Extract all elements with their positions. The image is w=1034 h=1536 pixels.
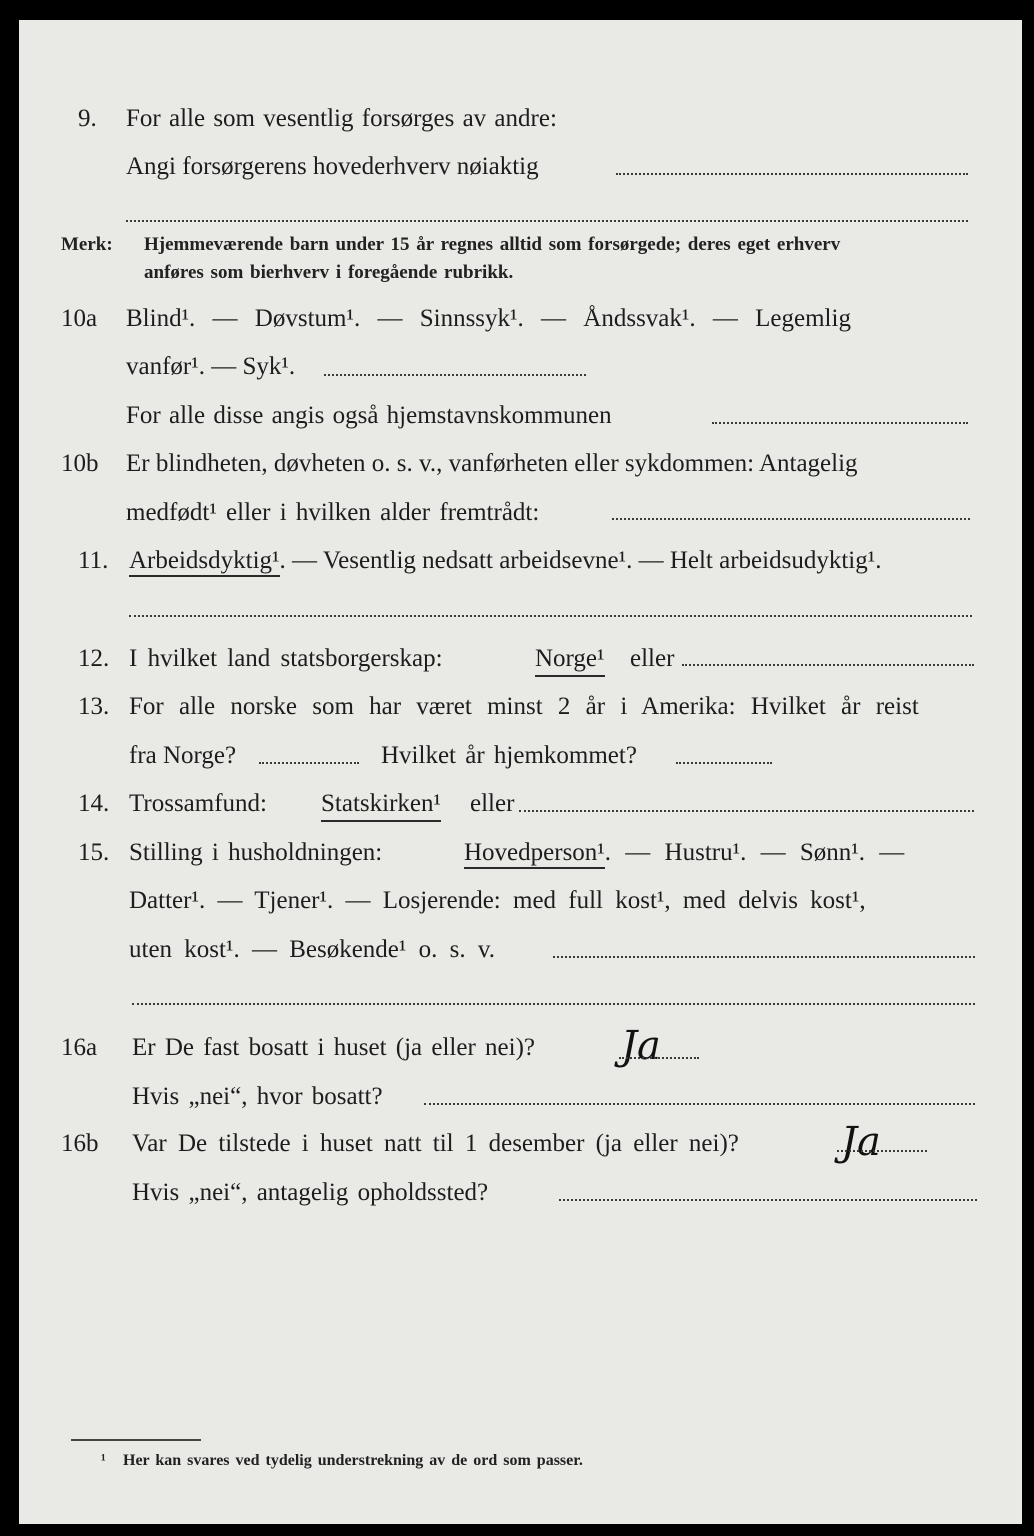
q15-pre: Stilling i husholdningen: xyxy=(129,839,383,866)
q10a-line2: vanfør¹. — Syk¹. xyxy=(126,353,296,380)
q9-line2: Angi forsørgerens hovederhverv nøiaktig xyxy=(126,153,539,180)
q16a-bosatt-line[interactable] xyxy=(424,1103,975,1105)
q10a-number: 10a xyxy=(61,305,98,332)
q15-post: . — Hustru¹. — Sønn¹. — xyxy=(604,839,905,866)
q10b-line1: Er blindheten, døvheten o. s. v., vanførheten eller sykdommen: Antagelig xyxy=(126,450,858,477)
q14-number: 14. xyxy=(78,790,110,817)
q13-hjemkommet-line[interactable] xyxy=(676,762,772,764)
merk-line2: anføres som bierhverv i foregående rubrikk. xyxy=(144,262,514,283)
q10a-line1: Blind¹. — Døvstum¹. — Sinnssyk¹. — Åndssvak¹. — Legemlig xyxy=(126,305,851,332)
q16a-line1: Er De fast bosatt i huset (ja eller nei)? xyxy=(132,1034,536,1061)
q16a-number: 16a xyxy=(61,1034,98,1061)
q14-answer-line[interactable] xyxy=(519,810,974,812)
q14-pre: Trossamfund: xyxy=(129,790,267,817)
q16a-line2: Hvis „nei“, hvor bosatt? xyxy=(132,1083,383,1110)
footnote-text: Her kan svares ved tydelig understrekning av de ord som passer. xyxy=(123,1452,583,1469)
q10a-line3: For alle disse angis også hjemstavnskommunen xyxy=(126,402,612,429)
q15-underlined-answer[interactable]: Hovedperson¹ xyxy=(464,839,605,869)
q16b-line1: Var De tilstede i huset natt til 1 desember (ja eller nei)? xyxy=(132,1130,739,1157)
q12-post: eller xyxy=(630,645,675,672)
q15-line2: Datter¹. — Tjener¹. — Losjerende: med full kost¹, med delvis kost¹, xyxy=(129,887,866,914)
footnote-rule xyxy=(71,1439,201,1441)
q10b-answer-line[interactable] xyxy=(612,518,970,520)
footnote-mark: ¹ xyxy=(101,1452,106,1469)
q14-underlined-answer[interactable]: Statskirken¹ xyxy=(321,789,441,822)
q9-line1: For alle som vesentlig forsørges av andre: xyxy=(126,105,557,132)
q16b-opholdssted-line[interactable] xyxy=(559,1199,977,1201)
merk-label: Merk: xyxy=(61,234,113,255)
q9-answer-line-2[interactable] xyxy=(126,220,968,222)
q11-answer-line[interactable] xyxy=(129,615,972,617)
q10b-number: 10b xyxy=(61,450,99,477)
q13-line2a: fra Norge? xyxy=(129,742,237,769)
q16a-answer-line[interactable] xyxy=(619,1057,699,1059)
q15-line1 xyxy=(464,838,904,868)
q15-line3: uten kost¹. — Besøkende¹ o. s. v. xyxy=(129,936,496,963)
q13-number: 13. xyxy=(78,693,110,720)
merk-line1: Hjemmeværende barn under 15 år regnes alltid som forsørgede; deres eget erhverv xyxy=(144,234,841,255)
q15-answer-line[interactable] xyxy=(553,956,975,958)
q16b-answer-line[interactable] xyxy=(837,1150,927,1152)
q16b-line2: Hvis „nei“, antagelig opholdssted? xyxy=(132,1179,489,1206)
q9-number: 9. xyxy=(78,105,97,132)
q13-reist-line[interactable] xyxy=(259,762,359,764)
q10b-line2: medfødt¹ eller i hvilken alder fremtrådt: xyxy=(126,499,540,526)
q15-number: 15. xyxy=(78,839,110,866)
q12-pre: I hvilket land statsborgerskap: xyxy=(129,645,443,672)
q16b-handwritten-answer[interactable]: Ja xyxy=(841,1119,881,1165)
q12-answer-line[interactable] xyxy=(682,664,974,666)
q12-number: 12. xyxy=(78,645,110,672)
q13-line1: For alle norske som har været minst 2 år i Amerika: Hvilket år reist xyxy=(129,693,919,720)
q16b-number: 16b xyxy=(61,1130,99,1157)
q11-number: 11. xyxy=(78,547,109,574)
census-form-page xyxy=(19,20,1022,1524)
q9-answer-line[interactable] xyxy=(616,173,968,175)
q12-underlined-answer[interactable]: Norge¹ xyxy=(535,644,605,677)
q13-line2b: Hvilket år hjemkommet? xyxy=(381,742,637,769)
q15-answer-line-2[interactable] xyxy=(132,1003,975,1005)
q10a-hjemstavn-line[interactable] xyxy=(712,422,968,424)
q16a-handwritten-answer[interactable]: Ja xyxy=(621,1023,661,1069)
q14-post: eller xyxy=(470,790,515,817)
q11-underlined-answer[interactable]: Arbeidsdyktig¹ xyxy=(129,547,280,577)
q11-rest: . — Vesentlig nedsatt arbeidsevne¹. — Helt arbeidsudyktig¹. xyxy=(279,547,882,574)
q10a-syk-line[interactable] xyxy=(324,374,586,376)
q11-line xyxy=(129,546,881,576)
